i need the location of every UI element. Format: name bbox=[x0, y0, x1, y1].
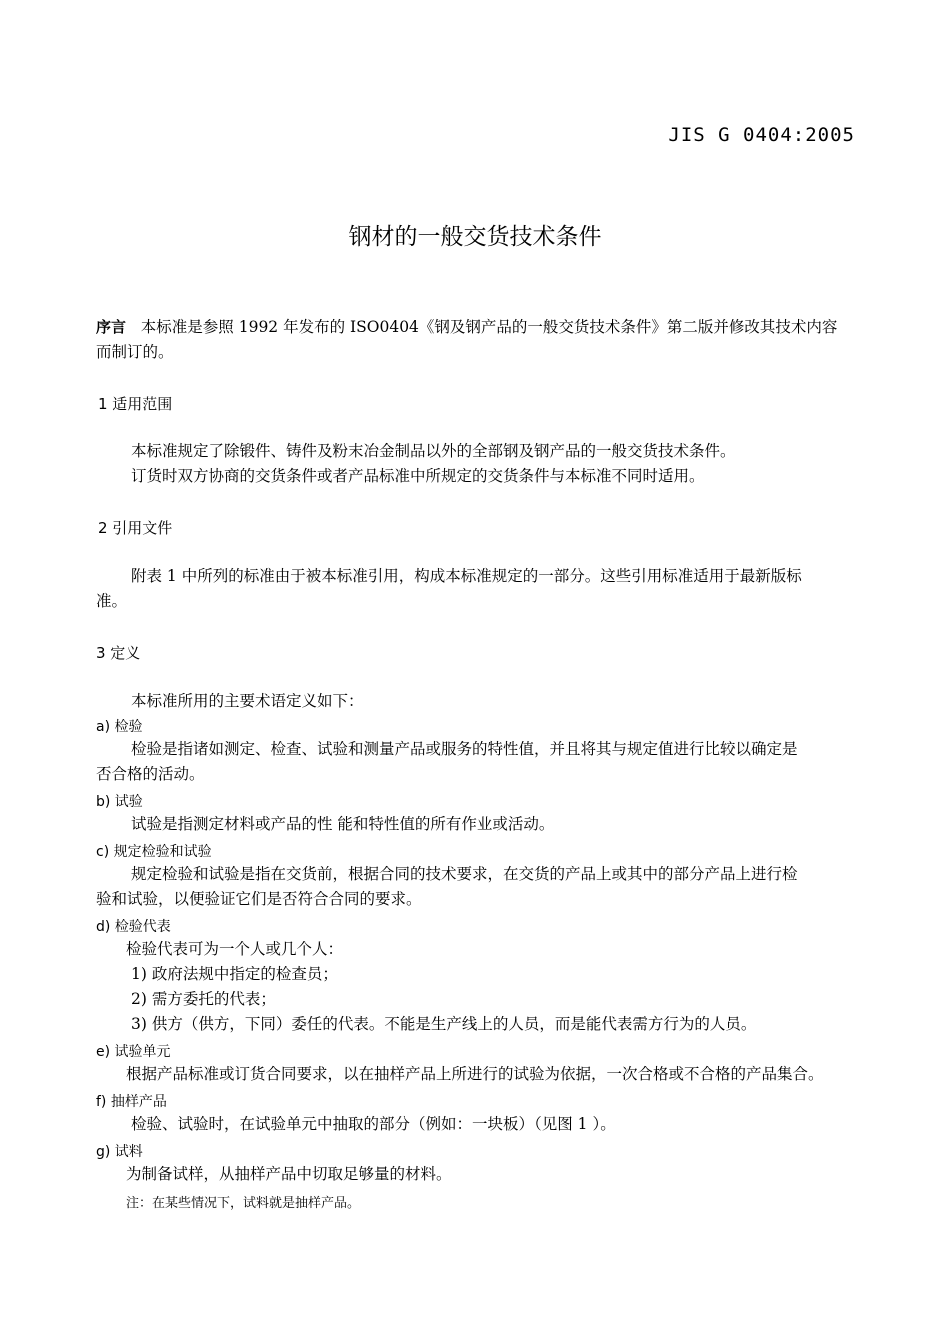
definition-f-line-1: 检验、试验时，在试验单元中抽取的部分（例如：一块板）（见图 1 ）。 bbox=[131, 1115, 616, 1133]
definition-b-line-1: 试验是指测定材料或产品的性 能和特性值的所有作业或活动。 bbox=[131, 815, 555, 833]
definition-c-line-1: 规定检验和试验是指在交货前，根据合同的技术要求，在交货的产品上或其中的部分产品上进行检 bbox=[131, 865, 798, 883]
preface-label: 序言 bbox=[96, 318, 127, 336]
preface-line-2: 而制订的。 bbox=[96, 343, 174, 361]
section-2-line-1: 附表 1 中所列的标准由于被本标准引用，构成本标准规定的一部分。这些引用标准适用于最新版标 bbox=[131, 567, 802, 585]
definition-g-label: g) 试料 bbox=[96, 1144, 143, 1160]
definition-d-label: d) 检验代表 bbox=[96, 919, 171, 935]
definition-g-line-1: 为制备试样，从抽样产品中切取足够量的材料。 bbox=[126, 1165, 452, 1183]
standard-code: JIS G 0404:2005 bbox=[668, 124, 855, 146]
preface-text: 本标准是参照 1992 年发布的 ISO0404《钢及钢产品的一般交货技术条件》第二版并修改其技术内容 bbox=[140, 318, 838, 336]
definition-d-item-2: 2) 需方委托的代表； bbox=[131, 990, 276, 1008]
definition-c-line-2: 验和试验，以便验证它们是否符合合同的要求。 bbox=[96, 890, 422, 908]
definition-b-label: b) 试验 bbox=[96, 794, 143, 810]
definition-a-line-2: 否合格的活动。 bbox=[96, 765, 205, 783]
section-1-paragraph-1: 本标准规定了除锻件、铸件及粉末冶金制品以外的全部钢及钢产品的一般交货技术条件。 bbox=[131, 442, 736, 460]
section-2-heading: 2 引用文件 bbox=[98, 519, 173, 537]
section-1-heading: 1 适用范围 bbox=[98, 395, 173, 413]
definition-e-label: e) 试验单元 bbox=[96, 1044, 171, 1060]
definition-d-item-1: 1) 政府法规中指定的检查员； bbox=[131, 965, 338, 983]
document-title: 钢材的一般交货技术条件 bbox=[348, 224, 602, 250]
definition-d-item-3: 3) 供方（供方，下同）委任的代表。不能是生产线上的人员，而是能代表需方行为的人员。 bbox=[131, 1015, 757, 1033]
definition-f-label: f) 抽样产品 bbox=[96, 1094, 167, 1110]
definition-a-line-1: 检验是指诸如测定、检查、试验和测量产品或服务的特性值，并且将其与规定值进行比较以确定是 bbox=[131, 740, 798, 758]
definition-d-line-1: 检验代表可为一个人或几个人： bbox=[126, 940, 344, 958]
section-2-line-2: 准。 bbox=[96, 592, 128, 610]
definition-a-label: a) 检验 bbox=[96, 719, 143, 735]
definition-e-line-1: 根据产品标准或订货合同要求，以在抽样产品上所进行的试验为依据，一次合格或不合格的产品集合。 bbox=[126, 1065, 824, 1083]
section-3-intro: 本标准所用的主要术语定义如下： bbox=[131, 692, 364, 710]
preface-line-1 bbox=[96, 315, 837, 340]
definition-g-note: 注：在某些情况下，试料就是抽样产品。 bbox=[126, 1196, 361, 1211]
section-1-paragraph-2: 订货时双方协商的交货条件或者产品标准中所规定的交货条件与本标准不同时适用。 bbox=[131, 467, 705, 485]
definition-c-label: c) 规定检验和试验 bbox=[96, 844, 212, 860]
section-3-heading: 3 定义 bbox=[96, 644, 141, 662]
